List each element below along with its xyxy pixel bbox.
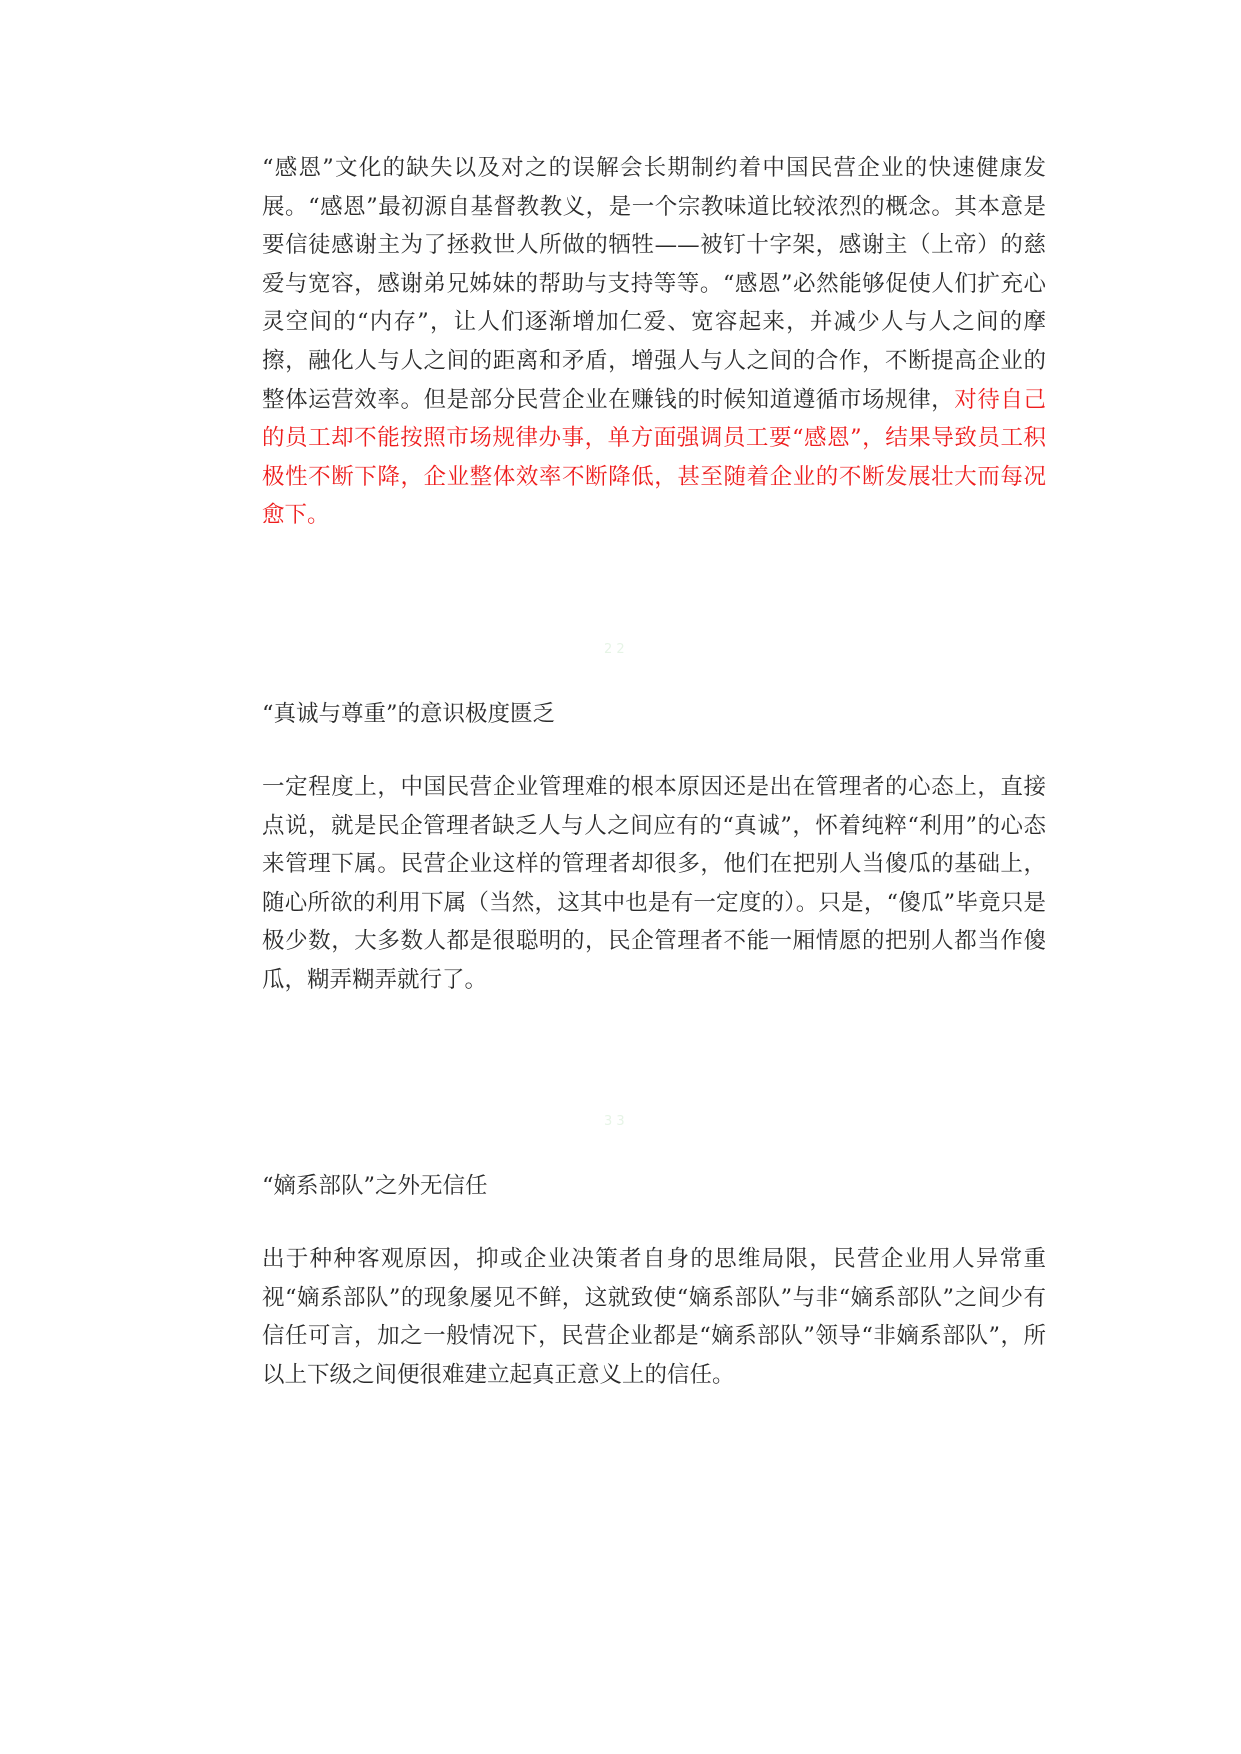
section1-highlight-text: 对待自己的员工却不能按照市场规律办事，单方面强调员工要“感恩”，结果导致员工积极性不断下降，企业整体效率不断降低，甚至随着企业的不断发展壮大而每况愈下。 bbox=[262, 386, 1046, 529]
section2-number: 2 2 bbox=[604, 642, 625, 657]
section2-paragraph: 一定程度上，中国民营企业管理难的根本原因还是出在管理者的心态上，直接点说，就是民企管理者缺乏人与人之间应有的“真诚”，怀着纯粹“利用”的心态来管理下属。民营企业这样的管理者却很多，他们在把别人当傻瓜的基础上，随心所欲的利用下属（当然，这其中也是有一定度的）。只是，“傻瓜”毕竟只是极少数，大多数人都是很聪明的，民企管理者不能一厢情愿的把别人都当作傻瓜，糊弄糊弄就行了。 bbox=[262, 774, 1046, 993]
section1-paragraph bbox=[262, 149, 1046, 535]
section3-paragraph: 出于种种客观原因，抑或企业决策者自身的思维局限，民营企业用人异常重视“嫡系部队”的现象屡见不鲜，这就致使“嫡系部队”与非“嫡系部队”之间少有信任可言，加之一般情况下，民营企业都是“嫡系部队”领导“非嫡系部队”，所以上下级之间便很难建立起真正意义上的信任。 bbox=[262, 1246, 1046, 1388]
section1-text: “感恩”文化的缺失以及对之的误解会长期制约着中国民营企业的快速健康发展。“感恩”最初源自基督教教义，是一个宗教味道比较浓烈的概念。其本意是要信徒感谢主为了拯救世人所做的牺牲——被钉十字架，感谢主（上帝）的慈爱与宽容，感谢弟兄姊妹的帮助与支持等等。“感恩”必然能够促使人们扩充心灵空间的“内存”，让人们逐渐增加仁爱、宽容起来，并减少人与人之间的摩擦，融化人与人之间的距离和矛盾，增强人与人之间的合作，不断提高企业的整体运营效率。但是部分民营企业在赚钱的时候知道遵循市场规律， bbox=[262, 155, 1046, 413]
section3-number: 3 3 bbox=[604, 1114, 625, 1129]
section2-heading: “真诚与尊重”的意识极度匮乏 bbox=[262, 701, 556, 727]
section3-heading: “嫡系部队”之外无信任 bbox=[262, 1173, 488, 1199]
